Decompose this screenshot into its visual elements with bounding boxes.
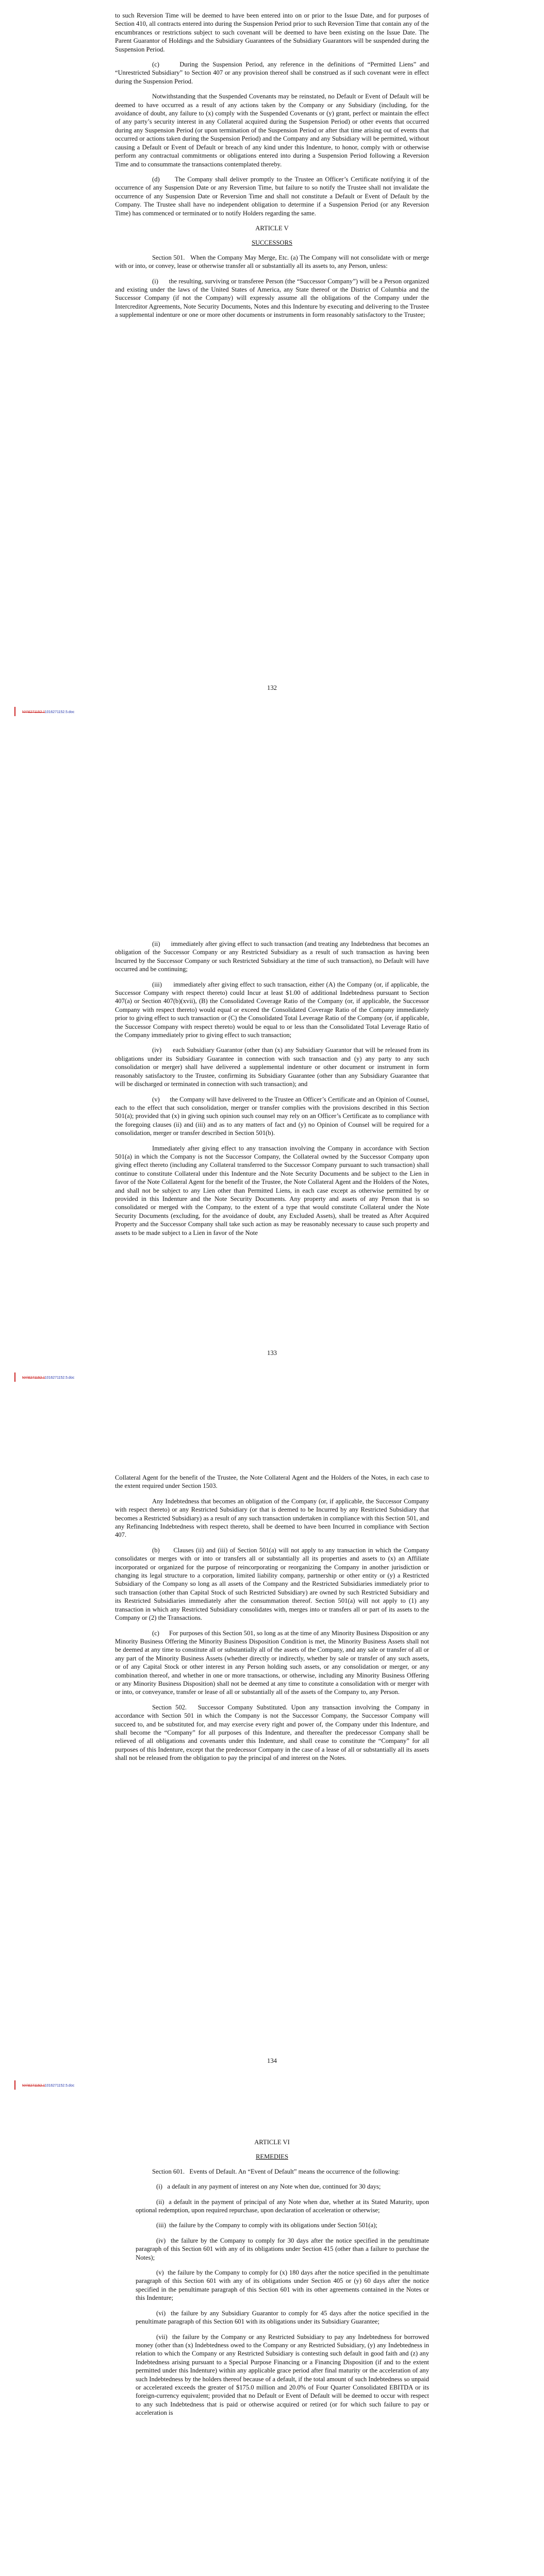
article-heading: ARTICLE V: [255, 224, 289, 232]
paragraph-suspension-d: (d) The Company shall deliver promptly to the Trustee an Officer’s Certificate notifying it of the occurrence of any Suspension Date or any Reversion Time, but failure to so notify the Trustee shall not invalidate the occurrence of any Suspension Date or Reversion Time and shall not constitute a Default or Event of Default by the Company. The Trustee shall have no independent obligation to determine if a Suspension Period (or any Reversion Time) has commenced or terminated or to notify Holders regarding the same.: [115, 175, 429, 217]
paragraph-notwithstanding: Notwithstanding that the Suspended Covenants may be reinstated, no Default or Event of Default will be deemed to have occurred as a result of any actions taken by the Company or any Subsidiary (including, for the avoidance of doubt, any failure to (x) comply with the Suspended Covenants or (y) grant, perfect or maintain the effect of any party’s security interest in any Collateral acquired during the Suspension Period) or other events that occurred during any Suspension Period (or upon termination of the Suspension Period or after that time arising out of events that occurred or actions taken during the Suspension Period) and the Company and any Subsidiary will be permitted, without causing a Default or Event of Default or breach of any kind under this Indenture, to honor, comply with or otherwise perform any contractual commitments or obligations entered into during a Suspension Period following a Reversion Time and to consummate the transactions contemplated thereby.: [115, 93, 429, 168]
paragraph-601-i: (i) a default in any payment of interest on any Note when due, continued for 30 days;: [156, 2183, 381, 2191]
paragraph-601-v: (v) the failure by the Company to comply for (x) 180 days after the notice specified in the penultimate paragraph of this Section 601 with any of its obligations under Section 405 or (y) 60 days after the notice specified in the penultimate paragraph of this Section 601 with its other agreements contained in the Notes or this Indenture;: [136, 2269, 429, 2302]
footer-inserted-code: 1016271152.5.doc: [44, 710, 75, 714]
paragraph-601-iv: (iv) the failure by the Company to comply for 30 days after the notice specified in the penultimate paragraph of this Section 601 with any of its obligations under Section 415 (other than a failure to purchase the Notes);: [136, 2236, 429, 2261]
paragraph-501-b: (b) Clauses (ii) and (iii) of Section 501(a) will not apply to any transaction in which the Company consolidates or merges with or into or transfers all or substantially all its properties and assets to (x) an Affiliate incorporated or organized for the purpose of reincorporating or reorganizing the Company in another jurisdiction or changing its legal structure to a corporation, limited liability company, partnership or other entity or (y) a Restricted Subsidiary of the Company so long as all assets of the Company and the Restricted Subsidiaries immediately prior to such transaction (other than Capital Stock of such Restricted Subsidiary) are owned by such Restricted Subsidiary and its Restricted Subsidiaries immediately after the consummation thereof. Section 501(a) will not apply to (1) any transaction in which any Restricted Subsidiary consolidates with, merges into or transfers all or part of its assets to the Company or (2) the Transactions.: [115, 1546, 429, 1622]
paragraph-501-ii: (ii) immediately after giving effect to such transaction (and treating any Indebtedness that becomes an obligation of the Successor Company or any Restricted Subsidiary as a result of such transaction as having been Incurred by the Successor Company or such Restricted Subsidiary at the time of such transaction), no Default will have occurred and be continuing;: [115, 940, 429, 973]
footer-inserted-code: 1016271152.5.doc: [44, 2084, 75, 2088]
paragraph-501-c: (c) For purposes of this Section 501, so long as at the time of any Minority Business Disposition or any Minority Business Offering the Minority Business Disposition Condition is met, the Minority Business Assets shall not be deemed at any time to constitute all or substantially all of the assets of the Company, and any sale or transfer of all or any part of the Minority Business Assets (whether directly or indirectly, whether by sale or transfer of any such assets, or of any Capital Stock or other interest in any Person holding such assets, or any consolidation or merger, or any combination thereof, and whether in one or more transactions, or otherwise, including any Minority Business Offering or any Minority Business Disposition) shall not be deemed at any time to constitute a consolidation with or merger with or into, or conveyance, transfer or lease of all or substantially all of the assets of the Company to, any Person.: [115, 1629, 429, 1696]
page-number: 132: [267, 684, 277, 691]
footer-inserted-code: 1016271152.5.doc: [44, 1376, 75, 1380]
article-title: REMEDIES: [256, 2153, 288, 2161]
paragraph-immediately-after: Immediately after giving effect to any transaction involving the Company in accordance with Section 501(a) in which the Company is not the Successor Company, the Collateral owned by the Successor Company upon giving effect thereto (including any Collateral transferred to the Successor Company pursuant to such transaction) shall continue to constitute Collateral under this Indenture and the Note Security Documents and be subject to the Lien in favor of the Note Collateral Agent for the benefit of the Trustee, the Note Collateral Agent and the Holders of the Notes, and shall not be subject to any Lien other than Permitted Liens, in each case except as otherwise permitted by or provided in this Indenture and the Note Security Documents. Any property and assets of any Person that is so consolidated or merged with the Company, to the extent of a type that would constitute Collateral under the Note Security Documents (excluding, for the avoidance of doubt, any Excluded Assets), shall be treated as After Acquired Property and the Successor Company shall take such action as may be reasonably necessary to cause such property and assets to be made subject to a Lien in favor of the Note: [115, 1144, 429, 1236]
paragraph-501-iv: (iv) each Subsidiary Guarantor (other than (x) any Subsidiary Guarantor that will be released from its obligations under its Subsidiary Guarantee in connection with such transaction and (y) any party to any such consolidation or merger) shall have delivered a supplemental indenture or other document or instrument in form reasonably satisfactory to the Trustee, confirming its Subsidiary Guarantee (other than any Subsidiary Guarantee that will be discharged or terminated in connection with such transaction); and: [115, 1046, 429, 1088]
paragraph-suspension-c: (c) During the Suspension Period, any reference in the definitions of “Permitted Liens” and “Unrestricted Subsidiary” to Section 407 or any provision thereof shall be construed as if such covenant were in effect during the Suspension Period.: [115, 61, 429, 85]
paragraph-501-iii: (iii) immediately after giving effect to such transaction, either (A) the Company (or, if applicable, the Successor Company with respect thereto) could Incur at least $1.00 of additional Indebtedness pursuant to Section 407(a) or Section 407(b)(xvii), (B) the Consolidated Coverage Ratio of the Company (or, if applicable, the Successor Company with respect thereto) would equal or exceed the Consolidated Coverage Ratio of the Company immediately prior to giving effect to such transaction or (C) the Consolidated Total Leverage Ratio of the Company (or, if applicable, the Successor Company with respect thereto) would be equal to or less than the Consolidated Total Leverage Ratio of the Company immediately prior to giving effect to such transaction;: [115, 980, 429, 1039]
footer-document-code: [22, 2083, 74, 2088]
paragraph-601-iii: (iii) the failure by the Company to comply with its obligations under Section 501(a);: [156, 2222, 377, 2229]
article-title: SUCCESSORS: [251, 239, 293, 247]
footer-deleted-code: NY\6271152.1: [22, 1376, 45, 1380]
change-bar: [14, 2080, 15, 2090]
paragraph-any-indebtedness: Any Indebtedness that becomes an obligation of the Company (or, if applicable, the Successor Company with respect thereto) or any Restricted Subsidiary (or that is deemed to be Incurred by any Restricted Subsidiary that becomes a Restricted Subsidiary) as a result of any such transaction undertaken in compliance with this Section 501, and any Refinancing Indebtedness with respect thereto, shall be deemed to have been Incurred in compliance with Section 407.: [115, 1497, 429, 1539]
article-heading: ARTICLE VI: [254, 2139, 290, 2146]
change-bar: [14, 1372, 15, 1382]
page-number: 133: [267, 1349, 277, 1357]
footer-deleted-code: NY\6271152.1: [22, 2084, 45, 2088]
document-page-134: [0, 1422, 544, 2092]
paragraph-reversion-time: to such Reversion Time will be deemed to have been entered into on or prior to the Issue Date, and for purposes of Section 410, all contracts entered into during the Suspension Period prior to such Reversion Time that contain any of the encumbrances or restrictions subject to such covenant will be deemed to have been existing on the Issue Date. The Parent Guarantor of Holdings and the Subsidiary Guarantees of the Subsidiary Guarantors will be suspended during the Suspension Period.: [115, 12, 429, 53]
paragraph-section-502: Section 502. Successor Company Substituted. Upon any transaction involving the Company in accordance with Section 501 in which the Company is not the Successor Company, the Successor Company will succeed to, and be substituted for, and may exercise every right and power of, the Company under this Indenture, and shall become the “Company” for all purposes of this Indenture, and thereafter the predecessor Company shall be relieved of all obligations and covenants under this Indenture, and shall cease to constitute the “Company” for all purposes of this Indenture, except that the predecessor Company in the case of a lease of all or substantially all its assets shall not be released from the obligation to pay the principal of and interest on the Notes.: [115, 1703, 429, 1762]
document-page-133: [0, 711, 544, 1422]
document-page-132: [0, 0, 544, 714]
paragraph-collateral-agent: Collateral Agent for the benefit of the Trustee, the Note Collateral Agent and the Holders of the Notes, in each case to the extent required under Section 1503.: [115, 1474, 429, 1490]
footer-deleted-code: NY\6271152.1: [22, 710, 45, 714]
paragraph-601-vi: (vi) the failure by any Subsidiary Guarantor to comply for 45 days after the notice specified in the penultimate paragraph of this Section 601 with its obligations under its Subsidiary Guarantee;: [136, 2309, 429, 2326]
page-number: 134: [267, 2057, 277, 2064]
paragraph-501-i: (i) the resulting, surviving or transferee Person (the “Successor Company”) will be a Person organized and existing under the laws of the United States of America, any State thereof or the District of Columbia and the Successor Company (if not the Company) will expressly assume all the obligations of the Company under the Intercreditor Agreements, Note Security Documents, Notes and this Indenture by executing and delivering to the Trustee a supplemental indenture or one or more other documents or instruments in form reasonably satisfactory to the Trustee;: [115, 277, 429, 319]
paragraph-501-v: (v) the Company will have delivered to the Trustee an Officer’s Certificate and an Opinion of Counsel, each to the effect that such consolidation, merger or transfer complies with the provisions described in this Section 501(a); provided that (x) in giving such opinion such counsel may rely on an Officer’s Certificate as to compliance with the foregoing clauses (ii) and (iii) and as to any matters of fact and (y) no Opinion of Counsel will be required for a consolidation, merger or transfer described in Section 501(b).: [115, 1095, 429, 1137]
footer-document-code: [22, 1376, 74, 1380]
paragraph-section-501: Section 501. When the Company May Merge, Etc. (a) The Company will not consolidate with or merge with or into, or convey, lease or otherwise transfer all or substantially all its assets to, any Person, unless:: [115, 253, 429, 270]
paragraph-section-601: Section 601. Events of Default. An “Event of Default” means the occurrence of the following:: [152, 2167, 400, 2175]
document-page-135: [0, 2092, 544, 2576]
paragraph-601-ii: (ii) a default in the payment of principal of any Note when due, whether at its Stated Maturity, upon optional redemption, upon required repurchase, upon declaration of acceleration or otherwise;: [136, 2198, 429, 2214]
paragraph-601-vii: (vii) the failure by the Company or any Restricted Subsidiary to pay any Indebtedness for borrowed money (other than (x) Indebtedness owed to the Company or any Restricted Subsidiary, (y) any Indebtedness in relation to which the Company or any Restricted Subsidiary is contesting such default in good faith and (z) any Indebtedness arising pursuant to a Special Purpose Financing or a Financing Disposition (if and to the extent permitted under this Indenture) within any applicable grace period after final maturity or the acceleration of any such Indebtedness by the holders thereof because of a default, if the total amount of such Indebtedness so unpaid or accelerated exceeds the greater of $175.0 million and 20.0% of Four Quarter Consolidated EBITDA or its foreign-currency equivalent; provided that no Default or Event of Default will be deemed to occur with respect to any such Indebtedness that is paid or otherwise acquired or retired (or for which such failure to pay or acceleration is: [136, 2333, 429, 2417]
